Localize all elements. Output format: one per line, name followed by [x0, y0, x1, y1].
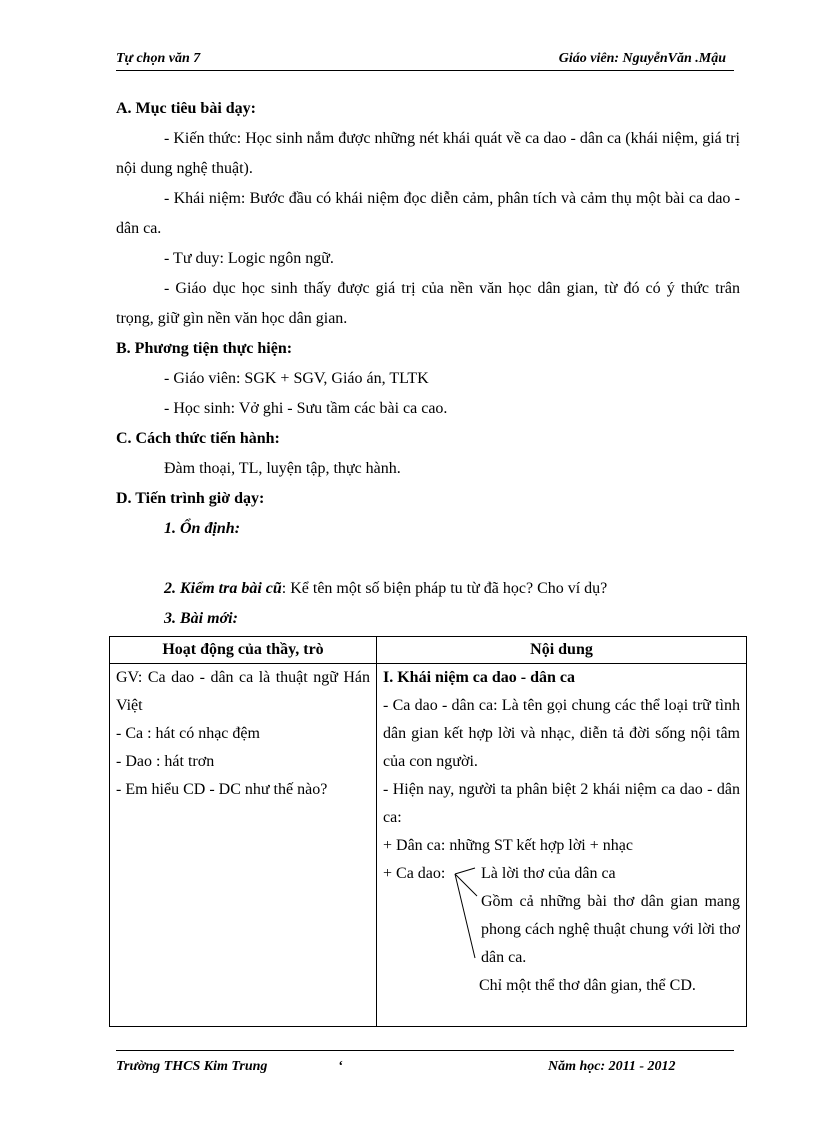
section-c-methods: Đàm thoại, TL, luyện tập, thực hành. [164, 460, 401, 477]
step-3: 3. Bài mới: [164, 610, 238, 627]
step-2-text: : Kể tên một số biện pháp tu từ đã học? Cho ví dụ? [281, 580, 608, 597]
table-row [110, 664, 747, 1027]
footer-mark: ‘ [338, 1059, 343, 1074]
page-header [116, 50, 734, 71]
section-a-education: - Giáo dục học sinh thấy được giá trị của nền văn học dân gian, từ đó có ý thức trân trọng, giữ gìn nền văn học dân gian. [116, 280, 740, 327]
section-a-thinking: - Tư duy: Logic ngôn ngữ. [164, 250, 334, 267]
section-b-title: B. Phương tiện thực hiện: [116, 340, 293, 357]
header-subject: Tự chọn văn 7 [116, 51, 201, 66]
footer-school: Trường THCS Kim Trung [116, 1059, 268, 1074]
col2-header: Nội dung [377, 637, 747, 664]
content-line-2: - Hiện nay, người ta phân biệt 2 khái niệm ca dao - dân ca: [383, 781, 740, 826]
step-2 [116, 574, 740, 604]
content-line-1: - Ca dao - dân ca: Là tên gọi chung các thể loại trữ tình dân gian kết hợp lời và nhạc, diễn tả đời sống nội tâm của con người. [383, 697, 740, 770]
lesson-body [116, 94, 740, 634]
lesson-table [109, 636, 747, 1027]
ca-dao-branch [383, 860, 740, 888]
page-footer [116, 1050, 734, 1075]
section-a-title: A. Mục tiêu bài dạy: [116, 100, 256, 117]
activity-line-3: - Dao : hát trơn [116, 753, 215, 770]
footer-year: Năm học: 2011 - 2012 [548, 1059, 676, 1074]
activity-line-1: GV: Ca dao - dân ca là thuật ngữ Hán Việt [116, 669, 370, 714]
spacer [116, 544, 740, 574]
section-d-title: D. Tiến trình giờ dạy: [116, 490, 265, 507]
header-teacher: Giáo viên: NguyễnVăn .Mậu [558, 51, 726, 66]
step-2-label: 2. Kiểm tra bài cũ [164, 580, 282, 597]
ca-dao-label: + Ca dao: [383, 865, 446, 882]
section-a-concept: - Khái niệm: Bước đầu có khái niệm đọc diễn cảm, phân tích và cảm thụ một bài ca dao - dân ca. [116, 190, 740, 237]
table-header-row [110, 637, 747, 664]
step-1: 1. Ổn định: [164, 520, 241, 537]
content-heading: I. Khái niệm ca dao - dân ca [383, 669, 576, 686]
branch-3: Chỉ một thể thơ dân gian, thể CD. [479, 977, 696, 994]
section-a-knowledge: - Kiến thức: Học sinh nắm được những nét khái quát về ca dao - dân ca (khái niệm, giá trị nội dung nghệ thuật). [116, 130, 740, 177]
activity-cell [110, 664, 377, 1027]
col1-header: Hoạt động của thầy, trò [110, 637, 377, 664]
content-line-3: + Dân ca: những ST kết hợp lời + nhạc [383, 837, 633, 854]
section-b-student: - Học sinh: Vở ghi - Sưu tầm các bài ca cao. [164, 400, 448, 417]
section-b-teacher: - Giáo viên: SGK + SGV, Giáo án, TLTK [164, 370, 429, 387]
branch-1: Là lời thơ của dân ca [481, 865, 616, 882]
activity-line-2: - Ca : hát có nhạc đệm [116, 725, 260, 742]
activity-line-4: - Em hiểu CD - DC như thế nào? [116, 781, 328, 798]
branch-2: Gồm cả những bài thơ dân gian mang phong cách nghệ thuật chung với lời thơ dân ca. [481, 893, 740, 966]
content-cell [377, 664, 747, 1027]
section-c-title: C. Cách thức tiến hành: [116, 430, 280, 447]
